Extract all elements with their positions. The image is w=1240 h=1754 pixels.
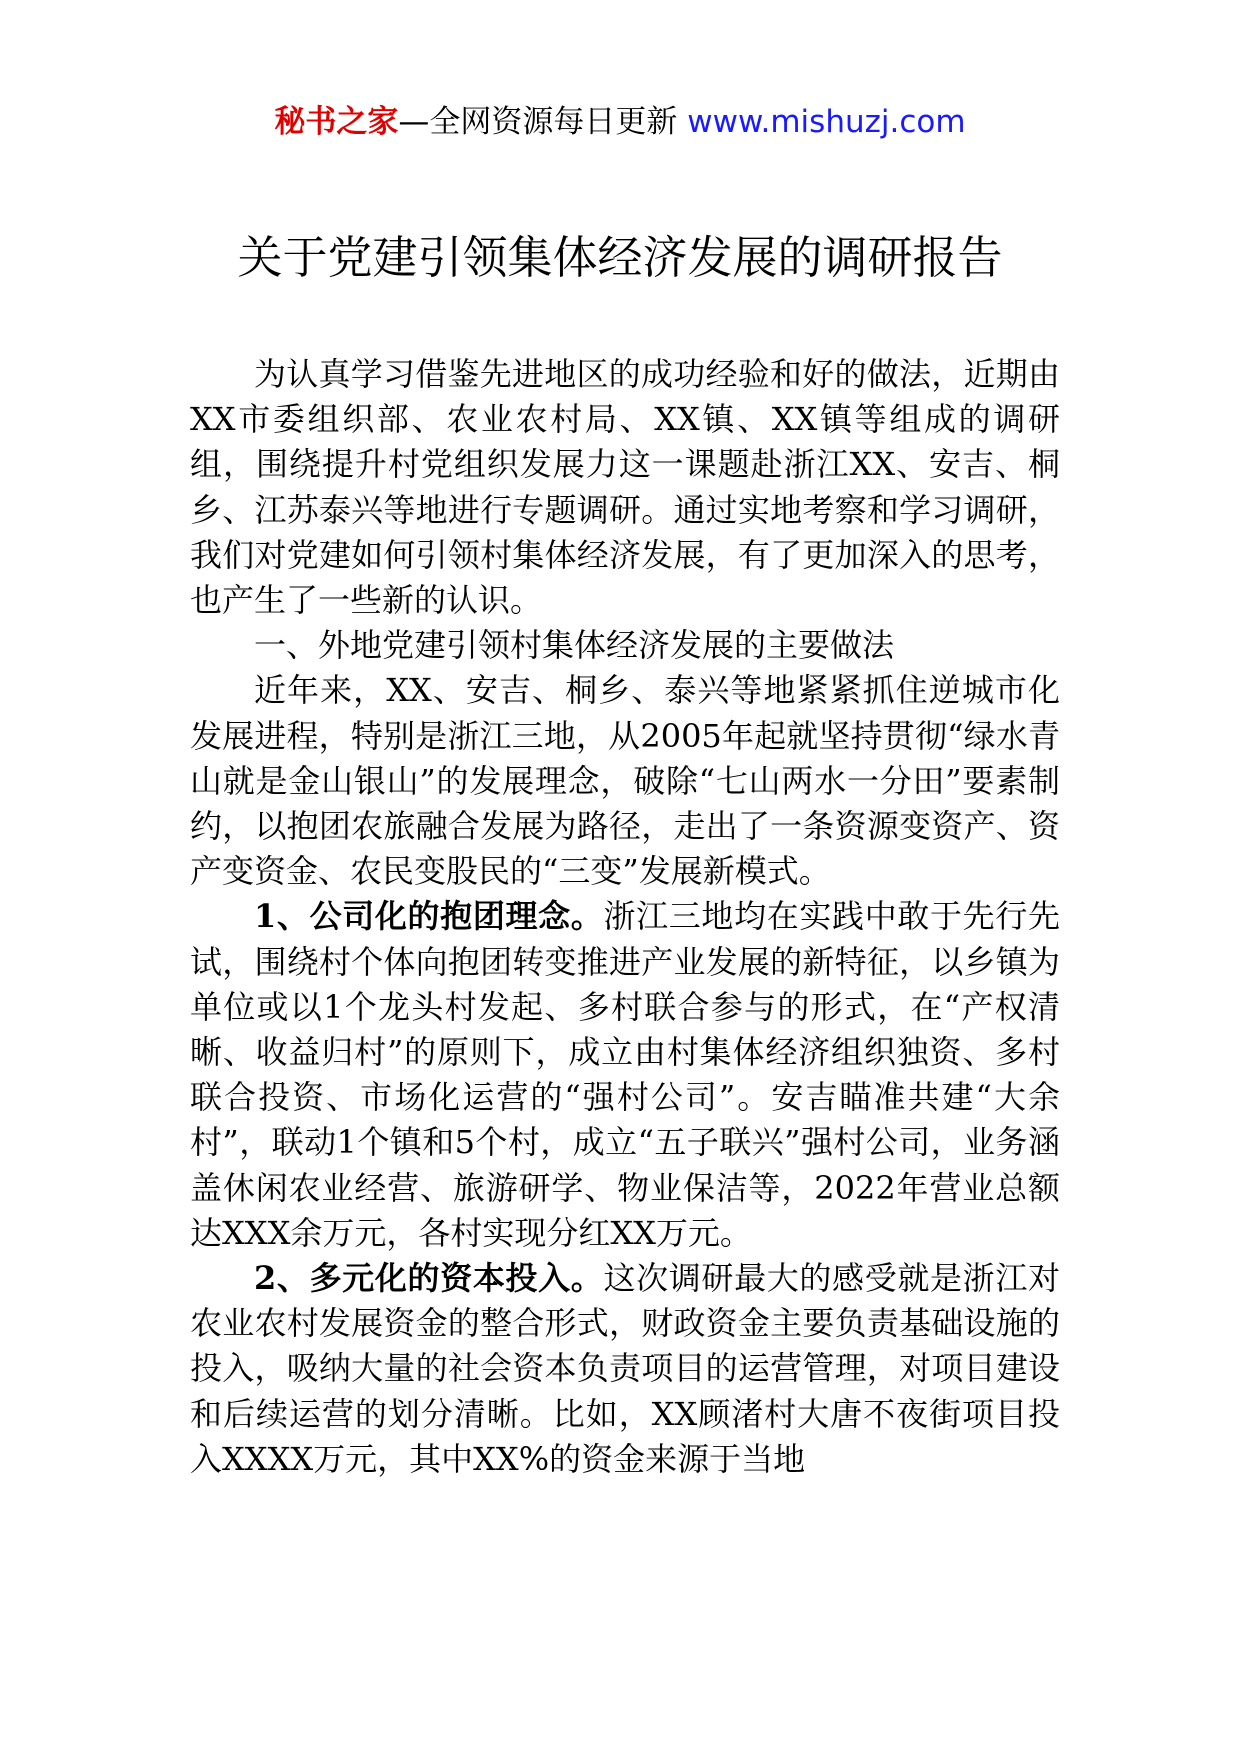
document-body: [190, 352, 1060, 1482]
paragraph-section1: 近年来，XX、安吉、桐乡、泰兴等地紧紧抓住逆城市化发展进程，特别是浙江三地，从2005年起就坚持贯彻“绿水青山就是金山银山”的发展理念，破除“七山两水一分田”要素制约，以抱团农旅融合发展为路径，走出了一条资源变资产、资产变资金、农民变股民的“三变”发展新模式。: [190, 671, 1060, 891]
site-header: [0, 100, 1240, 144]
document-title: 关于党建引领集体经济发展的调研报告: [237, 231, 1003, 284]
header-brand: 秘书之家: [274, 104, 399, 140]
paragraph-item1: [190, 894, 1060, 1256]
item2-lead: 2、多元化的资本投入。: [254, 1259, 604, 1298]
paragraph-intro: 为认真学习借鉴先进地区的成功经验和好的做法，近期由XX市委组织部、农业农村局、XX镇、XX镇等组成的调研组，围绕提升村党组织发展力这一课题赴浙江XX、安吉、桐乡、江苏泰兴等地进行专题调研。通过实地考察和学习调研，我们对党建如何引领村集体经济发展，有了更加深入的思考，也产生了一些新的认识。: [190, 355, 1060, 620]
header-url-link[interactable]: www.mishuzj.com: [687, 104, 966, 140]
section-heading-1: 一、外地党建引领村集体经济发展的主要做法: [254, 626, 895, 665]
item1-lead: 1、公司化的抱团理念。: [254, 897, 604, 936]
item1-body: 浙江三地均在实践中敢于先行先试，围绕村个体向抱团转变推进产业发展的新特征，以乡镇为单位或以1个龙头村发起、多村联合参与的形式，在“产权清晰、收益归村”的原则下，成立由村集体经济组织独资、多村联合投资、市场化运营的“强村公司”。安吉瞄准共建“大余村”，联动1个镇和5个村，成立“五子联兴”强村公司，业务涵盖休闲农业经营、旅游研学、物业保洁等，2022年营业总额达XXX余万元，各村实现分红XX万元。: [190, 897, 1060, 1252]
item2-body: 这次调研最大的感受就是浙江对农业农村发展资金的整合形式，财政资金主要负责基础设施的投入，吸纳大量的社会资本负责项目的运营管理，对项目建设和后续运营的划分清晰。比如，XX顾渚村大唐不夜街项目投入XXXX万元，其中XX%的资金来源于当地: [190, 1259, 1060, 1478]
header-slogan: —全网资源每日更新: [398, 104, 678, 140]
paragraph-item2: [190, 1256, 1060, 1482]
